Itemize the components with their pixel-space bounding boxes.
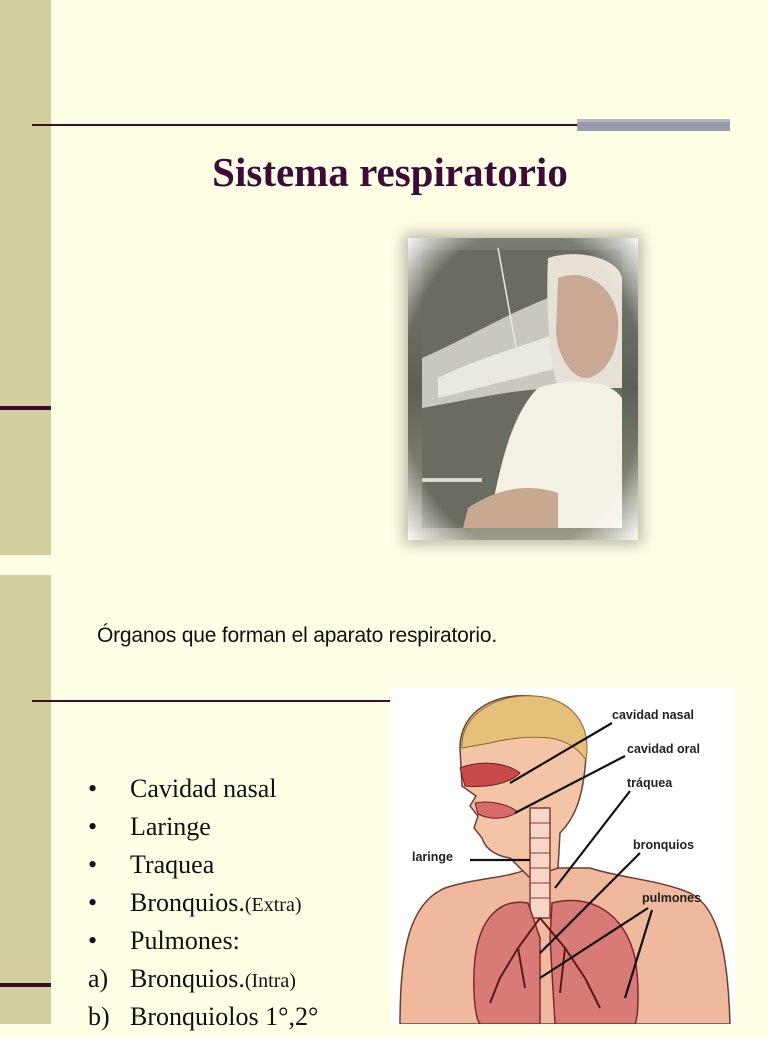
list-item: b) Bronquiolos 1°,2° — [88, 1002, 319, 1031]
woman-breathing-photo — [408, 238, 638, 540]
respiratory-diagram — [390, 688, 735, 1024]
sidebar-stripe — [0, 0, 51, 555]
list-item: • Bronquios.(Extra) — [88, 888, 302, 917]
label-pulmones: pulmones — [642, 891, 702, 905]
label-laringe: laringe — [412, 850, 453, 864]
sidebar-tick — [0, 983, 51, 987]
header-accent-bar — [577, 119, 730, 131]
label-cavidad-nasal: cavidad nasal — [612, 708, 694, 722]
list-item: • Traquea — [88, 850, 215, 879]
label-traquea: tráquea — [627, 776, 673, 790]
list-item: • Pulmones: — [88, 926, 240, 955]
slide-subtitle: Órganos que forman el aparato respiratorio. — [97, 624, 497, 647]
list-item: a) Bronquios.(Intra) — [88, 964, 296, 993]
sidebar-stripe — [0, 575, 51, 1024]
header-rule — [32, 124, 577, 126]
label-bronquios: bronquios — [633, 838, 695, 852]
label-cavidad-oral: cavidad oral — [627, 742, 700, 756]
slide-title: Sistema respiratorio — [212, 149, 568, 195]
sidebar-tick — [0, 406, 51, 410]
organ-list — [88, 771, 318, 1037]
list-item: • Laringe — [88, 812, 211, 841]
trachea — [530, 808, 550, 918]
header-rule — [32, 700, 397, 702]
list-item: • Cavidad nasal — [88, 774, 277, 803]
